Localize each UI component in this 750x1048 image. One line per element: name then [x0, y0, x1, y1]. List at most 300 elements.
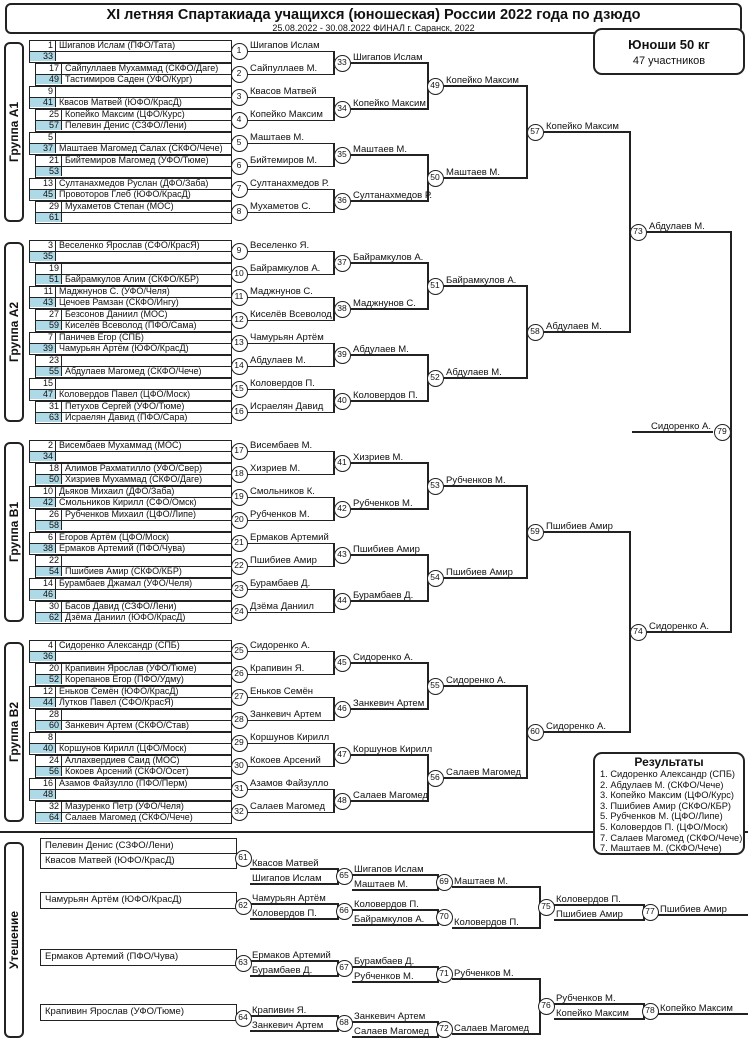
- winner-label: Бурамбаев Д.: [353, 589, 414, 601]
- match-circle: 75: [538, 899, 555, 916]
- winner-label: Занкевич Артем: [252, 1019, 324, 1031]
- seed-row: [30, 533, 231, 544]
- winner-label: Веселенко Я.: [250, 240, 310, 251]
- consolation-entry-name: Чамурьян Артём (ЮФО/КрасД): [45, 894, 182, 905]
- seed-number: 63: [36, 413, 62, 423]
- seed-name: Корепанов Егор (ПФО/Удму): [65, 674, 184, 684]
- match-circle: 71: [436, 966, 453, 983]
- result-item: 1. Сидоренко Александр (СПБ): [600, 769, 736, 779]
- seed-pair: [29, 378, 232, 401]
- winner-label: Байрамкулов А.: [250, 263, 321, 274]
- seed-name: [56, 87, 231, 97]
- seed-number: 51: [36, 275, 62, 285]
- seed-pair: [29, 686, 232, 709]
- result-item: 3. Копейко Максим (ЦФО/Курс): [600, 790, 734, 801]
- match-circle: 54: [427, 570, 444, 587]
- seed-name: Веселенко Ярослав (СФО/КрасЯ): [59, 241, 200, 250]
- seed-number: 42: [30, 498, 56, 508]
- seed-number: 17: [36, 64, 62, 74]
- winner-label: Бурамбаев Д.: [250, 578, 311, 589]
- match-circle: 41: [334, 455, 351, 472]
- winner-label: Коловердов П.: [252, 907, 317, 919]
- winner-label: Коршунов Кирилл: [250, 732, 330, 743]
- consolation-entry: [40, 838, 237, 869]
- match-circle: 5: [231, 135, 248, 152]
- weight-category-label: Юноши 50 кг: [628, 37, 710, 52]
- winner-label: Коловердов П.: [354, 898, 419, 910]
- seed-row: [30, 590, 231, 600]
- match-circle: 19: [231, 489, 248, 506]
- seed-name: [56, 52, 231, 62]
- winner-label: Пшибиев Амир: [546, 520, 613, 532]
- winner-label: Бийтемиров М.: [250, 155, 318, 166]
- seed-pair: [29, 732, 232, 755]
- seed-number: 37: [30, 144, 56, 154]
- consolation-entry: [40, 1004, 237, 1021]
- seed-name: [56, 252, 231, 262]
- consolation-entry: [40, 949, 237, 966]
- seed-number: 15: [30, 379, 56, 389]
- winner-label: Копейко Максим: [250, 109, 323, 120]
- seed-row: [36, 664, 231, 675]
- seed-pair: [35, 663, 232, 686]
- seed-name: Хизриев Мухаммад (СКФО/Даге): [65, 474, 203, 484]
- seed-pair: [35, 463, 232, 486]
- winner-label: Рубченков М.: [353, 497, 413, 509]
- group-label: Группа А1: [4, 42, 24, 222]
- seed-number: 55: [36, 367, 62, 377]
- match-circle: 18: [231, 466, 248, 483]
- seed-number: 46: [30, 590, 56, 600]
- winner-label: Сайпуллаев М.: [250, 63, 318, 74]
- match-circle: 17: [231, 443, 248, 460]
- match-circle: 65: [336, 868, 353, 885]
- seed-name: Мухаметов Степан (МОС): [65, 202, 174, 211]
- consolation-entry-name: Пелевин Денис (СЗФО/Лени): [41, 839, 236, 854]
- match-circle: 33: [334, 55, 351, 72]
- winner-label: Квасов Матвей: [252, 857, 319, 869]
- match-circle: 58: [527, 324, 544, 341]
- seed-number: 2: [30, 441, 56, 451]
- seed-name: Квасов Матвей (ЮФО/КрасД): [59, 97, 182, 107]
- match-circle: 29: [231, 735, 248, 752]
- winner-label: Висембаев М.: [250, 440, 313, 451]
- seed-row: [30, 52, 231, 62]
- seed-name: Петухов Сергей (УФО/Тюме): [65, 402, 185, 411]
- seed-number: 4: [30, 641, 56, 651]
- seed-pair: [35, 401, 232, 424]
- winner-label: Байрамкулов А.: [354, 913, 425, 925]
- match-circle: 27: [231, 689, 248, 706]
- seed-row: [36, 710, 231, 721]
- seed-row: [30, 287, 231, 298]
- winner-label: Абдулаев М.: [250, 355, 306, 366]
- seed-name: Маджнунов С. (УФО/Челя): [59, 287, 170, 296]
- winner-label: Маджнунов С.: [250, 286, 313, 297]
- seed-name: Еньков Семён (ЮФО/КрасД): [59, 687, 179, 696]
- winner-label: Хизриев М.: [353, 451, 404, 463]
- seed-name: Паничев Егор (СПБ): [59, 333, 144, 342]
- seed-row: [30, 498, 231, 508]
- seed-number: 54: [36, 567, 62, 577]
- seed-row: [36, 367, 231, 377]
- winner-label: Пшибиев Амир: [660, 903, 727, 915]
- seed-name: Тастимиров Саден (УФО/Кург): [65, 74, 193, 84]
- seed-number: 26: [36, 510, 62, 520]
- seed-name: Копейко Максим (ЦФО/Курс): [65, 110, 185, 119]
- match-circle: 37: [334, 255, 351, 272]
- seed-number: 22: [36, 556, 62, 566]
- seed-number: 9: [30, 87, 56, 97]
- seed-number: 36: [30, 652, 56, 662]
- match-circle: 35: [334, 147, 351, 164]
- winner-label: Салаев Магомед: [353, 789, 429, 801]
- seed-name: Маштаев Магомед Салах (СКФО/Чече): [59, 143, 223, 153]
- winner-label: Абдулаев М.: [353, 343, 409, 355]
- match-circle: 31: [231, 781, 248, 798]
- match-circle: 3: [231, 89, 248, 106]
- seed-number: 16: [30, 779, 56, 789]
- seed-name: Кокоев Арсений (СКФО/Осет): [65, 766, 189, 776]
- seed-name: [56, 452, 231, 462]
- seed-pair: [35, 263, 232, 286]
- champion-label: Сидоренко А.: [651, 420, 711, 432]
- seed-row: [36, 121, 231, 131]
- seed-pair: [35, 601, 232, 624]
- winner-label: Пшибиев Амир: [556, 908, 623, 920]
- winner-label: Чамурьян Артём: [250, 332, 324, 343]
- seed-name: [62, 167, 231, 177]
- winner-label: Дзёма Даниил: [250, 601, 314, 612]
- winner-label: Коршунов Кирилл: [353, 743, 433, 755]
- seed-number: 10: [30, 487, 56, 497]
- seed-row: [36, 521, 231, 531]
- seed-name: Басов Давид (СЗФО/Лени): [65, 602, 177, 611]
- result-item: 5. Коловердов П. (ЦФО/Моск): [600, 821, 729, 832]
- result-item: 7. Салаев Магомед (СКФО/Чече): [600, 832, 743, 843]
- match-circle: 15: [231, 381, 248, 398]
- seed-name: [56, 733, 231, 743]
- winner-label: Коловердов П.: [556, 893, 621, 905]
- seed-number: 29: [36, 202, 62, 212]
- seed-row: [36, 464, 231, 475]
- winner-label: Султанахмедов Р.: [353, 189, 433, 201]
- seed-row: [36, 567, 231, 577]
- match-circle: 38: [334, 301, 351, 318]
- seed-row: [36, 402, 231, 413]
- seed-pair: [29, 240, 232, 263]
- winner-label: Копейко Максим: [446, 74, 519, 86]
- seed-row: [30, 333, 231, 344]
- match-circle: 43: [334, 547, 351, 564]
- seed-name: Сидоренко Александр (СПБ): [59, 641, 180, 650]
- match-circle: 57: [527, 124, 544, 141]
- winner-label: Пшибиев Амир: [446, 566, 513, 578]
- winner-label: Еньков Семён: [250, 686, 313, 697]
- match-circle: 13: [231, 335, 248, 352]
- seed-row: [30, 41, 231, 52]
- seed-name: Пелевин Денис (СЗФО/Лени): [65, 120, 187, 130]
- seed-row: [30, 390, 231, 400]
- seed-name: Коршунов Кирилл (ЦФО/Моск): [59, 743, 187, 753]
- winner-label: Хизриев М.: [250, 463, 301, 474]
- match-circle: 55: [427, 678, 444, 695]
- seed-row: [30, 144, 231, 154]
- seed-pair: [35, 801, 232, 824]
- match-circle: 56: [427, 770, 444, 787]
- tournament-subtitle: 25.08.2022 - 30.08.2022 ФИНАЛ г. Саранск, 2022: [272, 23, 475, 33]
- seed-name: Бийтемиров Магомед (УФО/Тюме): [65, 156, 209, 165]
- match-circle: 78: [642, 1003, 659, 1020]
- seed-row: [30, 441, 231, 452]
- match-circle: 52: [427, 370, 444, 387]
- group-label: Группа В2: [4, 642, 24, 822]
- seed-row: [36, 75, 231, 85]
- seed-name: Салаев Магомед (СКФО/Чече): [65, 812, 193, 822]
- seed-row: [36, 767, 231, 777]
- winner-label: Маштаев М.: [354, 878, 408, 890]
- winner-label: Занкевич Артем: [353, 697, 425, 709]
- winner-label: Коловердов П.: [353, 389, 418, 401]
- seed-name: Шигапов Ислам (ПФО/Тата): [59, 41, 176, 50]
- seed-pair: [35, 755, 232, 778]
- seed-row: [36, 813, 231, 823]
- seed-pair: [35, 155, 232, 178]
- seed-row: [30, 98, 231, 108]
- seed-name: Дьяков Михаил (ДФО/Заба): [59, 487, 175, 496]
- seed-row: [36, 310, 231, 321]
- match-circle: 14: [231, 358, 248, 375]
- seed-number: 35: [30, 252, 56, 262]
- match-circle: 39: [334, 347, 351, 364]
- winner-label: Абдулаев М.: [446, 366, 502, 378]
- seed-row: [30, 698, 231, 708]
- winner-label: Сидоренко А.: [649, 620, 709, 632]
- seed-pair: [35, 309, 232, 332]
- winner-label: Байрамкулов А.: [353, 251, 424, 263]
- seed-row: [36, 356, 231, 367]
- seed-row: [36, 321, 231, 331]
- seed-pair: [35, 555, 232, 578]
- match-circle: 23: [231, 581, 248, 598]
- seed-pair: [29, 440, 232, 463]
- seed-name: [62, 521, 231, 531]
- winner-label: Мухаметов С.: [250, 201, 311, 212]
- seed-name: Коловердов Павел (ЦФО/Моск): [59, 389, 191, 399]
- seed-number: 13: [30, 179, 56, 189]
- match-circle: 51: [427, 278, 444, 295]
- match-circle: 45: [334, 655, 351, 672]
- seed-row: [36, 213, 231, 223]
- match-circle: 64: [235, 1010, 252, 1027]
- seed-number: 25: [36, 110, 62, 120]
- winner-label: Рубченков М.: [446, 474, 506, 486]
- seed-row: [30, 179, 231, 190]
- winner-label: Киселёв Всеволод: [250, 309, 332, 320]
- seed-number: 57: [36, 121, 62, 131]
- seed-number: 28: [36, 710, 62, 720]
- seed-number: 8: [30, 733, 56, 743]
- match-circle: 53: [427, 478, 444, 495]
- seed-number: 33: [30, 52, 56, 62]
- seed-row: [36, 202, 231, 213]
- match-circle: 46: [334, 701, 351, 718]
- seed-number: 20: [36, 664, 62, 674]
- seed-name: Ермаков Артемий (ПФО/Чува): [59, 543, 186, 553]
- seed-name: Висембаев Мухаммад (МОС): [59, 441, 182, 450]
- winner-label: Коловердов П.: [454, 916, 519, 928]
- seed-name: Рубченков Михаил (ЦФО/Липе): [65, 510, 196, 519]
- match-circle: 6: [231, 158, 248, 175]
- seed-name: [62, 264, 231, 274]
- winner-label: Занкевич Артем: [250, 709, 322, 720]
- seed-pair: [29, 178, 232, 201]
- match-circle: 4: [231, 112, 248, 129]
- winner-label: Шигапов Ислам: [252, 872, 322, 884]
- winner-label: Исраелян Давид: [250, 401, 324, 412]
- seed-pair: [29, 486, 232, 509]
- winner-label: Ермаков Артемий: [252, 949, 331, 961]
- seed-pair: [29, 578, 232, 601]
- seed-pair: [35, 709, 232, 732]
- seed-number: 11: [30, 287, 56, 297]
- seed-row: [36, 675, 231, 685]
- seed-row: [30, 298, 231, 308]
- winner-label: Шигапов Ислам: [354, 863, 424, 875]
- winner-label: Маштаев М.: [250, 132, 304, 143]
- match-circle: 26: [231, 666, 248, 683]
- seed-name: [56, 590, 231, 600]
- winner-label: Занкевич Артем: [354, 1010, 426, 1022]
- consolation-entry-name: Крапивин Ярослав (УФО/Тюме): [45, 1006, 184, 1017]
- winner-label: Маджнунов С.: [353, 297, 416, 309]
- match-circle: 77: [642, 904, 659, 921]
- winner-label: Шигапов Ислам: [250, 40, 320, 51]
- seed-pair: [35, 355, 232, 378]
- seed-number: 19: [36, 264, 62, 274]
- match-circle: 10: [231, 266, 248, 283]
- result-item: 3. Пшибиев Амир (СКФО/КБР): [600, 800, 732, 811]
- match-circle: 47: [334, 747, 351, 764]
- seed-number: 48: [30, 790, 56, 800]
- seed-name: Азамов Файзулло (ПФО/Перм): [59, 779, 188, 788]
- seed-name: Сайпуллаев Мухаммад (СКФО/Даге): [65, 64, 219, 73]
- match-circle: 1: [231, 43, 248, 60]
- consolation-entry-name: Ермаков Артемий (ПФО/Чува): [45, 951, 179, 962]
- seed-name: Смольников Кирилл (СФО/Омск): [59, 497, 197, 507]
- seed-number: 14: [30, 579, 56, 589]
- seed-row: [36, 602, 231, 613]
- seed-row: [36, 721, 231, 731]
- seed-pair: [29, 332, 232, 355]
- winner-label: Маштаев М.: [454, 875, 508, 887]
- consolation-entry-name: Квасов Матвей (ЮФО/КрасД): [45, 854, 175, 866]
- winner-label: Смольников К.: [250, 486, 315, 497]
- match-circle: 60: [527, 724, 544, 741]
- seed-row: [36, 110, 231, 121]
- seed-name: Крапивин Ярослав (УФО/Тюме): [65, 664, 197, 673]
- seed-row: [30, 379, 231, 390]
- seed-row: [36, 475, 231, 485]
- seed-name: Киселёв Всеволод (ПФО/Сама): [65, 320, 197, 330]
- seed-number: 7: [30, 333, 56, 343]
- seed-number: 43: [30, 298, 56, 308]
- seed-name: Пшибиев Амир (СКФО/КБР): [65, 566, 182, 576]
- seed-name: Бурамбаев Джамал (УФО/Челя): [59, 579, 193, 588]
- seed-row: [30, 579, 231, 590]
- seed-number: 5: [30, 133, 56, 143]
- seed-row: [36, 802, 231, 813]
- seed-row: [30, 252, 231, 262]
- consolation-entry: [40, 892, 237, 909]
- winner-label: Копейко Максим: [546, 120, 619, 132]
- seed-name: Байрамкулов Алим (СКФО/КБР): [65, 274, 200, 284]
- seed-name: Чамурьян Артём (ЮФО/КрасД): [59, 343, 189, 353]
- seed-name: [62, 710, 231, 720]
- match-circle: 61: [235, 850, 252, 867]
- seed-number: 31: [36, 402, 62, 412]
- seed-row: [30, 544, 231, 554]
- seed-pair: [35, 201, 232, 224]
- winner-label: Маштаев М.: [446, 166, 500, 178]
- seed-number: 38: [30, 544, 56, 554]
- seed-number: 52: [36, 675, 62, 685]
- seed-row: [36, 64, 231, 75]
- seed-number: 12: [30, 687, 56, 697]
- seed-number: 18: [36, 464, 62, 474]
- result-item: 5. Рубченков М. (ЦФО/Липе): [600, 811, 723, 822]
- winner-label: Крапивин Я.: [250, 663, 305, 674]
- match-circle: 69: [436, 874, 453, 891]
- winner-label: Копейко Максим: [556, 1007, 629, 1019]
- match-circle: 63: [235, 955, 252, 972]
- winner-label: Сидоренко А.: [546, 720, 606, 732]
- match-circle: 16: [231, 404, 248, 421]
- seed-row: [30, 190, 231, 200]
- match-circle: 8: [231, 204, 248, 221]
- match-circle: 49: [427, 78, 444, 95]
- seed-row: [30, 241, 231, 252]
- match-circle: 24: [231, 604, 248, 621]
- seed-row: [30, 744, 231, 754]
- match-circle: 42: [334, 501, 351, 518]
- match-circle: 79: [714, 424, 731, 441]
- seed-row: [30, 133, 231, 144]
- winner-label: Рубченков М.: [454, 967, 514, 979]
- match-circle: 21: [231, 535, 248, 552]
- match-circle: 44: [334, 593, 351, 610]
- winner-label: Квасов Матвей: [250, 86, 317, 97]
- seed-row: [30, 779, 231, 790]
- seed-pair: [29, 132, 232, 155]
- consolation-label: Утешение: [4, 842, 24, 1038]
- match-circle: 76: [538, 998, 555, 1015]
- winner-label: Бурамбаев Д.: [252, 964, 313, 976]
- seed-number: 24: [36, 756, 62, 766]
- results-box: [593, 752, 745, 855]
- seed-pair: [35, 509, 232, 532]
- seed-name: [62, 213, 231, 223]
- seed-row: [30, 687, 231, 698]
- winner-label: Ермаков Артемий: [250, 532, 329, 543]
- winner-label: Сидоренко А.: [446, 674, 506, 686]
- winner-label: Копейко Максим: [353, 97, 426, 109]
- seed-name: Егоров Артём (ЦФО/Моск): [59, 533, 170, 542]
- match-circle: 30: [231, 758, 248, 775]
- weight-category-box: [593, 28, 745, 75]
- winner-label: Сидоренко А.: [353, 651, 413, 663]
- winner-label: Абдулаев М.: [649, 220, 705, 232]
